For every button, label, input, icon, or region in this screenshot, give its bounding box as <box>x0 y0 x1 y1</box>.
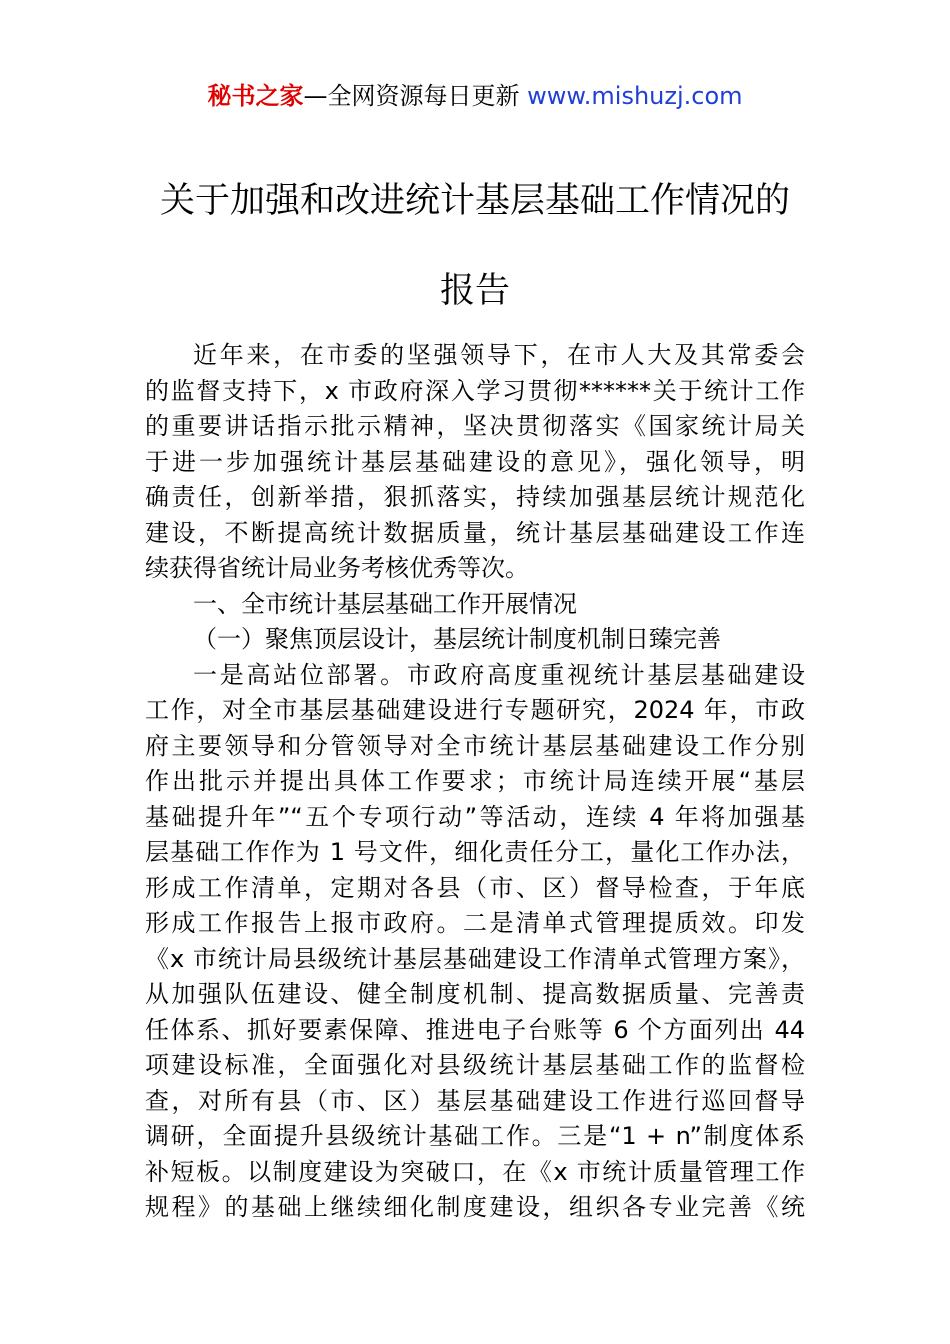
body-line: 《x 市统计局县级统计基层基础建设工作清单式管理方案》， <box>145 944 805 973</box>
body-line: 一是高站位部署。市政府高度重视统计基层基础建设 <box>193 660 805 689</box>
site-header <box>0 80 950 112</box>
title-line-2: 报告 <box>439 271 510 311</box>
body-line: 基础提升年”“五个专项行动”等活动，连续 4 年将加强基 <box>145 802 805 831</box>
section-heading: 一、全市统计基层基础工作开展情况 <box>193 589 577 618</box>
body-line: 府主要领导和分管领导对全市统计基层基础建设工作分别 <box>145 731 805 760</box>
body-line: 层基础工作作为 1 号文件，细化责任分工，量化工作办法， <box>145 838 805 866</box>
title-line-1: 关于加强和改进统计基层基础工作情况的 <box>159 181 790 221</box>
body-line: 续获得省统计局业务考核优秀等次。 <box>145 554 529 582</box>
body-line: 的重要讲话指示批示精神，坚决贯彻落实《国家统计局关 <box>145 412 805 440</box>
body-line: 确责任，创新举措，狠抓落实，持续加强基层统计规范化 <box>145 483 805 511</box>
body-line: 建设，不断提高统计数据质量，统计基层基础建设工作连 <box>145 518 805 547</box>
body-line: 从加强队伍建设、健全制度机制、提高数据质量、完善责 <box>145 980 805 1008</box>
body-line: 项建设标准，全面强化对县级统计基层基础工作的监督检 <box>145 1051 805 1079</box>
body-line: 任体系、抓好要素保障、推进电子台账等 6 个方面列出 44 <box>145 1015 805 1044</box>
document-body <box>145 338 805 1226</box>
body-line: 的监督支持下，x 市政府深入学习贯彻******关于统计工作 <box>145 376 805 405</box>
body-line: 于进一步加强统计基层基础建设的意见》，强化领导，明 <box>145 447 805 476</box>
site-brand: 秘书之家 <box>207 82 304 110</box>
body-line: 补短板。以制度建设为突破口，在《x 市统计质量管理工作 <box>145 1157 805 1186</box>
document-title <box>120 180 830 312</box>
body-line: 调研，全面提升县级统计基础工作。三是“1 + n”制度体系 <box>145 1122 805 1150</box>
body-line: 形成工作报告上报市政府。二是清单式管理提质效。印发 <box>145 909 805 937</box>
body-line: 工作，对全市基层基础建设进行专题研究，2024 年，市政 <box>145 696 805 724</box>
body-line: 规程》的基础上继续细化制度建设，组织各专业完善《统 <box>145 1193 805 1221</box>
body-line: 形成工作清单，定期对各县（市、区）督导检查，于年底 <box>145 873 805 902</box>
body-line: 作出批示并提出具体工作要求；市统计局连续开展“基层 <box>145 767 805 795</box>
subsection-heading: （一）聚焦顶层设计，基层统计制度机制日臻完善 <box>193 625 721 653</box>
body-line: 近年来，在市委的坚强领导下，在市人大及其常委会 <box>193 341 805 369</box>
body-line: 查，对所有县（市、区）基层基础建设工作进行巡回督导 <box>145 1086 805 1115</box>
site-url-link[interactable]: www.mishuzj.com <box>527 82 743 110</box>
site-tagline: —全网资源每日更新 <box>303 82 528 110</box>
